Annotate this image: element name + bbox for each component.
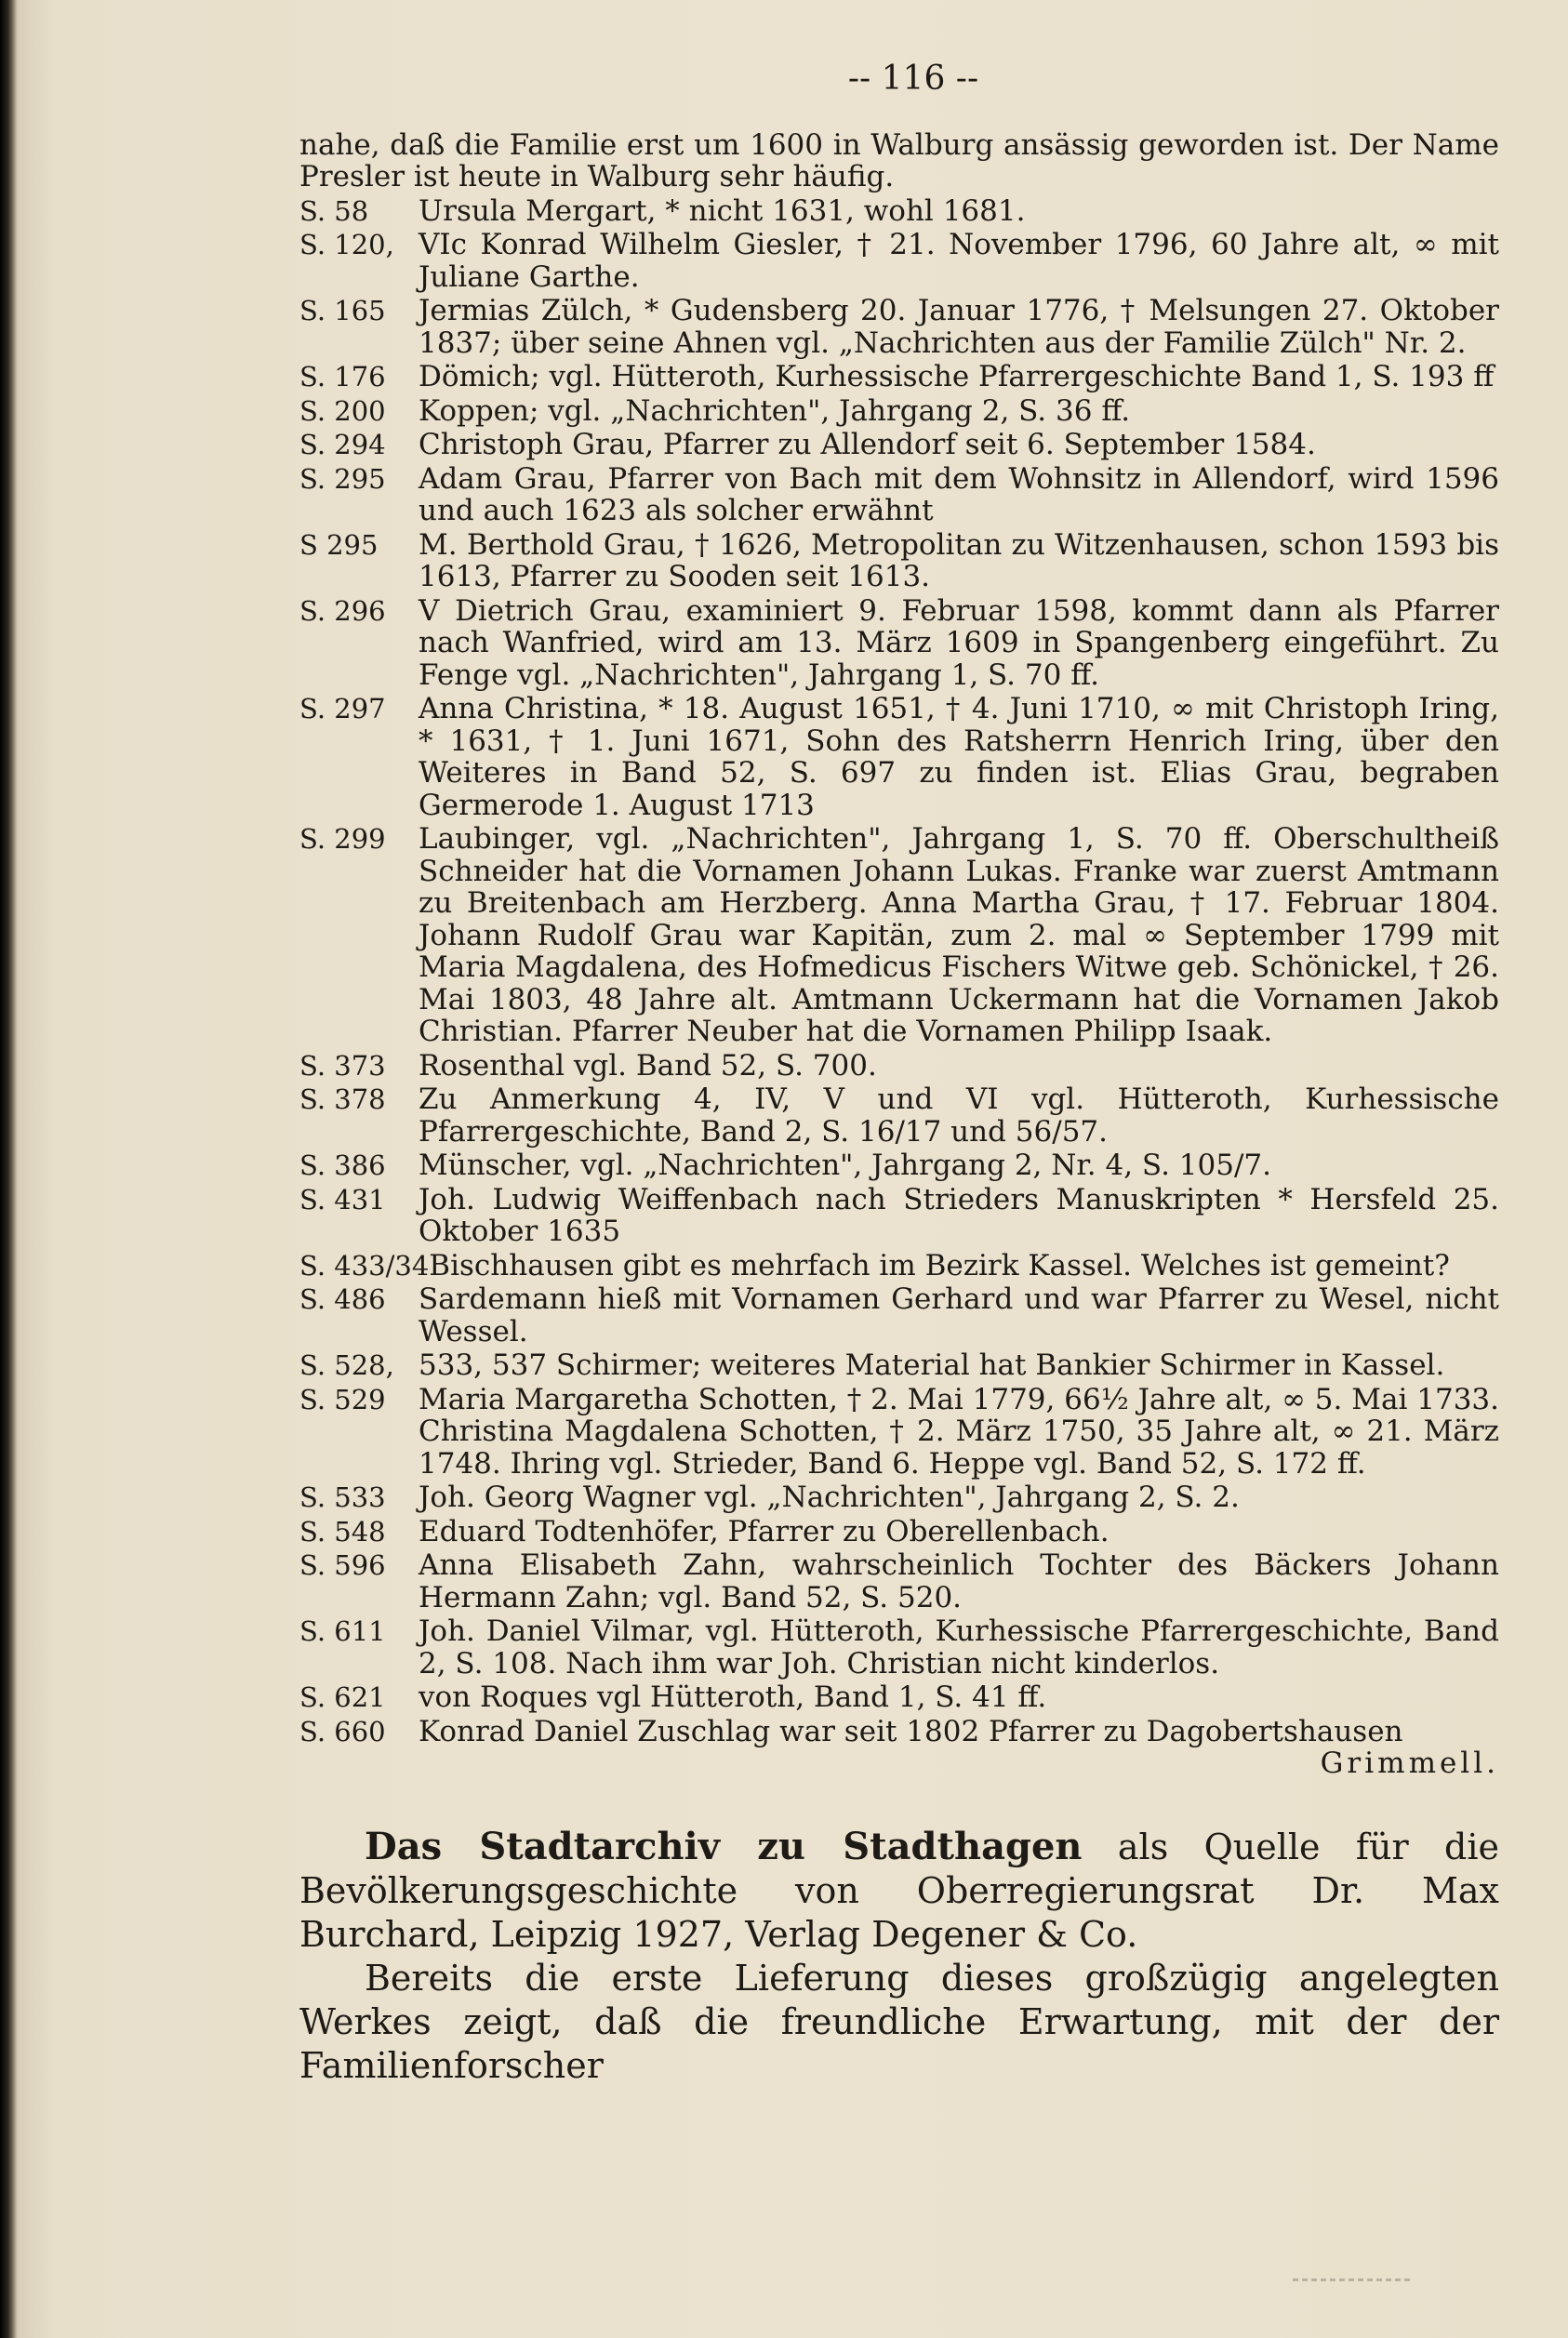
entry-text: Anna Elisabeth Zahn, wahrscheinlich Tochter des Bäckers Johann Hermann Zahn; vgl. Band 52, S. 520. [419, 1548, 1499, 1614]
entry-ref: S. 297 [299, 693, 386, 724]
entry-ref: S 295 [299, 528, 379, 561]
entry-text: V Dietrich Grau, examiniert 9. Februar 1598, kommt dann als Pfarrer nach Wanfried, wird am 13. März 1609 in Spangenberg eingeführt. Zu Fenge vgl. „Nachrichten", Jahrgang 1, S. 70 ff. [419, 593, 1499, 692]
list-item [299, 229, 1499, 293]
list-item [299, 1349, 1499, 1382]
entry-ref: S. 529 [299, 1383, 386, 1415]
continuation-block [299, 129, 1499, 193]
entry-ref: S. 296 [299, 594, 386, 627]
review-heading [299, 1825, 1499, 1957]
entry-ref: S. 176 [299, 361, 386, 392]
list-item [299, 361, 1499, 393]
entry-ref: S. 299 [299, 823, 386, 855]
entry-text: Joh. Daniel Vilmar, vgl. Hütteroth, Kurhessische Pfarrergeschichte, Band 2, S. 108. Nach ihm war Joh. Christian nicht kinderlos. [419, 1614, 1499, 1680]
list-item [299, 1716, 1499, 1748]
list-item [299, 1149, 1499, 1182]
list-item [299, 1681, 1499, 1714]
entry-text: Rosenthal vgl. Band 52, S. 700. [419, 1048, 877, 1083]
entry-ref: S. 378 [299, 1083, 386, 1115]
review-title-rest: als Quelle für die Bevölkerungsgeschichte von Oberregierungsrat Dr. Max Burchard, Leipzig 1927, Verlag Degener & Co. [299, 1826, 1499, 1955]
entry-text: Jermias Zülch, * Gudensberg 20. Januar 1776, † Melsungen 27. Oktober 1837; über seine Ahnen vgl. „Nachrichten aus der Familie Zülch" Nr. 2. [419, 294, 1499, 360]
review-paragraph: Bereits die erste Lieferung dieses großzügig angelegten Werkes zeigt, daß die freundliche Erwartung, mit der der Familienforscher [299, 1957, 1499, 2086]
entry-text: Konrad Daniel Zuschlag war seit 1802 Pfarrer zu Dagobertshausen [419, 1714, 1403, 1748]
page-number: -- 116 -- [847, 60, 979, 98]
entry-ref: S. 386 [299, 1149, 386, 1181]
entry-ref: S. 431 [299, 1183, 386, 1215]
entry-text: Joh. Ludwig Weiffenbach nach Strieders Manuskripten * Hersfeld 25. Oktober 1635 [419, 1182, 1499, 1248]
correction-entries [299, 195, 1499, 1748]
entry-text: Anna Christina, * 18. August 1651, † 4. Juni 1710, ∞ mit Christoph Iring, * 1631, † 1. Juni 1671, Sohn des Ratsherrn Henrich Iring, über den Weiteres in Band 52, S. 697 zu finden ist. Elias Grau, begraben Germerode 1. August 1713 [419, 692, 1499, 822]
entry-ref: S. 621 [299, 1681, 386, 1713]
entry-text: Laubinger, vgl. „Nachrichten", Jahrgang 1, S. 70 ff. Oberschultheiß Schneider hat die Vornamen Johann Lukas. Franke war zuerst Amtmann zu Breitenbach am Herzberg. Anna Martha Grau, † 17. Februar 1804. Johann Rudolf Grau war Kapitän, zum 2. mal ∞ September 1799 mit Maria Magdalena, des Hofmedicus Fischers Witwe geb. Schönickel, † 26. Mai 1803, 48 Jahre alt. Amtmann Uckermann hat die Vornamen Jakob Christian. Pfarrer Neuber hat die Vornamen Philipp Isaak. [419, 822, 1499, 1048]
list-item [299, 529, 1499, 593]
list-item [299, 1050, 1499, 1083]
signature: Grimmell. [1320, 1747, 1499, 1780]
intro-text: nahe, daß die Familie erst um 1600 in Walburg ansässig geworden ist. Der Name Presler ist heute in Walburg sehr häufig. [299, 127, 1499, 193]
entry-text: Eduard Todtenhöfer, Pfarrer zu Oberellenbach. [419, 1514, 1110, 1548]
entry-text: Bischhausen gibt es mehrfach im Bezirk Kassel. Welches ist gemeint? [429, 1248, 1450, 1282]
entry-text: Ursula Mergart, * nicht 1631, wohl 1681. [419, 193, 1026, 228]
list-item [299, 1549, 1499, 1614]
entry-text: Sardemann hieß mit Vornamen Gerhard und war Pfarrer zu Wesel, nicht Wessel. [419, 1282, 1499, 1348]
list-item [299, 395, 1499, 428]
entry-ref: S. 611 [299, 1615, 386, 1647]
list-item [299, 1384, 1499, 1481]
entry-ref: S. 533 [299, 1481, 386, 1513]
entry-ref: S. 528, [299, 1349, 394, 1381]
entry-text: Koppen; vgl. „Nachrichten", Jahrgang 2, S. 36 ff. [419, 393, 1131, 428]
list-item [299, 429, 1499, 461]
page-content [299, 60, 1499, 2088]
entry-text: Zu Anmerkung 4, IV, V und VI vgl. Hütteroth, Kurhessische Pfarrergeschichte, Band 2, S. 16/17 und 56/57. [419, 1083, 1499, 1149]
entry-ref: S. 200 [299, 394, 386, 427]
entry-text: M. Berthold Grau, † 1626, Metropolitan zu Witzenhausen, schon 1593 bis 1613, Pfarrer zu Sooden seit 1613. [419, 527, 1499, 593]
list-item [299, 463, 1499, 527]
entry-text: VIc Konrad Wilhelm Giesler, † 21. November 1796, 60 Jahre alt, ∞ mit Juliane Garthe. [419, 228, 1499, 294]
entry-text: Dömich; vgl. Hütteroth, Kurhessische Pfarrergeschichte Band 1, S. 193 ff [419, 360, 1495, 393]
list-item [299, 1083, 1499, 1148]
list-item [299, 1250, 1499, 1282]
list-item [299, 595, 1499, 692]
list-item [299, 1481, 1499, 1514]
entry-ref: S. 548 [299, 1515, 386, 1548]
list-item [299, 195, 1499, 228]
entry-ref: S. 433/34 [299, 1249, 430, 1282]
entry-text: 533, 537 Schirmer; weiteres Material hat Bankier Schirmer in Kassel. [419, 1348, 1445, 1382]
entry-ref: S. 58 [299, 194, 369, 227]
entry-ref: S. 295 [299, 462, 386, 495]
list-item [299, 1615, 1499, 1680]
list-item [299, 693, 1499, 821]
entry-text: von Roques vgl Hütteroth, Band 1, S. 41 ff. [419, 1680, 1047, 1714]
entry-ref: S. 373 [299, 1049, 386, 1082]
list-item [299, 823, 1499, 1048]
list-item [299, 1283, 1499, 1348]
page-smudge [1293, 2278, 1414, 2281]
entry-ref: S. 120, [299, 229, 394, 260]
entry-text: Adam Grau, Pfarrer von Bach mit dem Wohnsitz in Allendorf, wird 1596 und auch 1623 als solcher erwähnt [419, 461, 1499, 527]
list-item [299, 1184, 1499, 1248]
entry-ref: S. 294 [299, 429, 386, 460]
list-item [299, 1516, 1499, 1548]
entry-text: Maria Margaretha Schotten, † 2. Mai 1779, 66½ Jahre alt, ∞ 5. Mai 1733. Christina Magdalena Schotten, † 2. März 1750, 35 Jahre alt, ∞ 21. März 1748. Ihring vgl. Strieder, Band 6. Heppe vgl. Band 52, S. 172 ff. [419, 1382, 1499, 1481]
entry-text: Christoph Grau, Pfarrer zu Allendorf seit 6. September 1584. [419, 428, 1316, 461]
entry-ref: S. 165 [299, 295, 386, 326]
entry-text: Joh. Georg Wagner vgl. „Nachrichten", Jahrgang 2, S. 2. [419, 1481, 1240, 1514]
entry-ref: S. 596 [299, 1549, 386, 1581]
review-section [299, 1825, 1499, 2088]
list-item [299, 295, 1499, 359]
entry-ref: S. 486 [299, 1283, 386, 1315]
entry-ref: S. 660 [299, 1715, 386, 1747]
entry-text: Münscher, vgl. „Nachrichten", Jahrgang 2, Nr. 4, S. 105/7. [419, 1149, 1271, 1182]
review-title: Das Stadtarchiv zu Stadthagen [365, 1824, 1083, 1868]
